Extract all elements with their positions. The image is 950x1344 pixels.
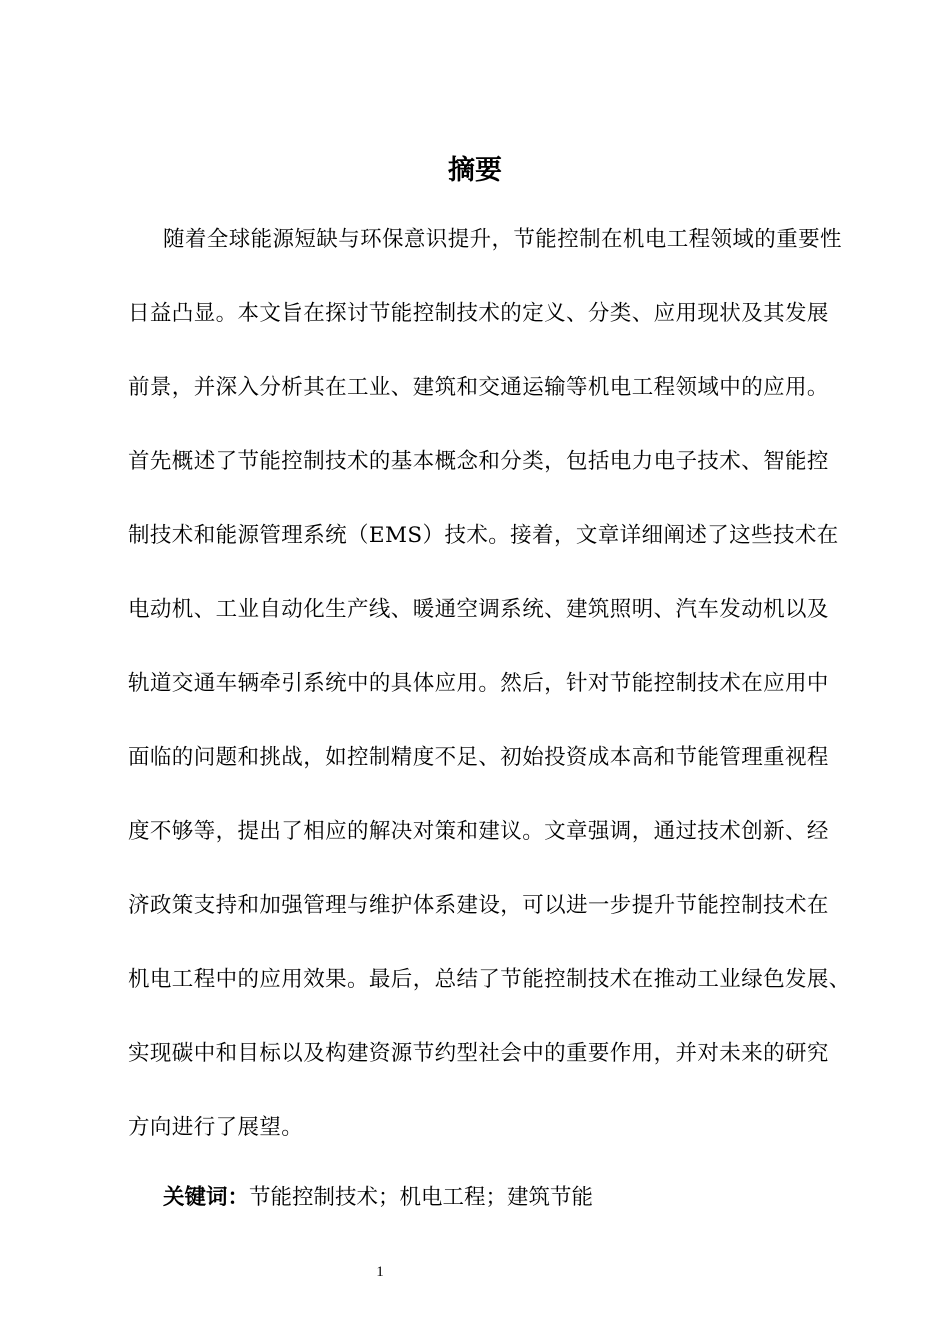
page-number: 1 bbox=[376, 1264, 384, 1280]
keywords-text: 节能控制技术；机电工程；建筑节能 bbox=[249, 1185, 594, 1210]
abstract-line: 面临的问题和挑战，如控制精度不足、初始投资成本高和节能管理重视程 bbox=[128, 745, 829, 770]
abstract-line: 轨道交通车辆牵引系统中的具体应用。然后，针对节能控制技术在应用中 bbox=[128, 671, 829, 696]
abstract-line: 方向进行了展望。 bbox=[128, 1115, 304, 1140]
abstract-line: 制技术和能源管理系统（EMS）技术。接着，文章详细阐述了这些技术在 bbox=[128, 523, 839, 548]
abstract-body bbox=[128, 220, 860, 1182]
abstract-line: 电动机、工业自动化生产线、暖通空调系统、建筑照明、汽车发动机以及 bbox=[128, 597, 829, 622]
abstract-line: 首先概述了节能控制技术的基本概念和分类，包括电力电子技术、智能控 bbox=[128, 449, 829, 474]
abstract-line: 机电工程中的应用效果。最后，总结了节能控制技术在推动工业绿色发展、 bbox=[128, 967, 851, 992]
page-title: 摘要 bbox=[448, 155, 502, 186]
keywords-line bbox=[163, 1181, 593, 1215]
abstract-line: 济政策支持和加强管理与维护体系建设，可以进一步提升节能控制技术在 bbox=[128, 893, 829, 918]
abstract-line: 前景，并深入分析其在工业、建筑和交通运输等机电工程领域中的应用。 bbox=[128, 375, 829, 400]
abstract-line: 实现碳中和目标以及构建资源节约型社会中的重要作用，并对未来的研究 bbox=[128, 1041, 829, 1066]
abstract-line: 度不够等，提出了相应的解决对策和建议。文章强调，通过技术创新、经 bbox=[128, 819, 829, 844]
abstract-line: 随着全球能源短缺与环保意识提升，节能控制在机电工程领域的重要性 bbox=[163, 227, 842, 252]
abstract-line: 日益凸显。本文旨在探讨节能控制技术的定义、分类、应用现状及其发展 bbox=[128, 301, 829, 326]
keywords-label: 关键词： bbox=[163, 1185, 250, 1210]
